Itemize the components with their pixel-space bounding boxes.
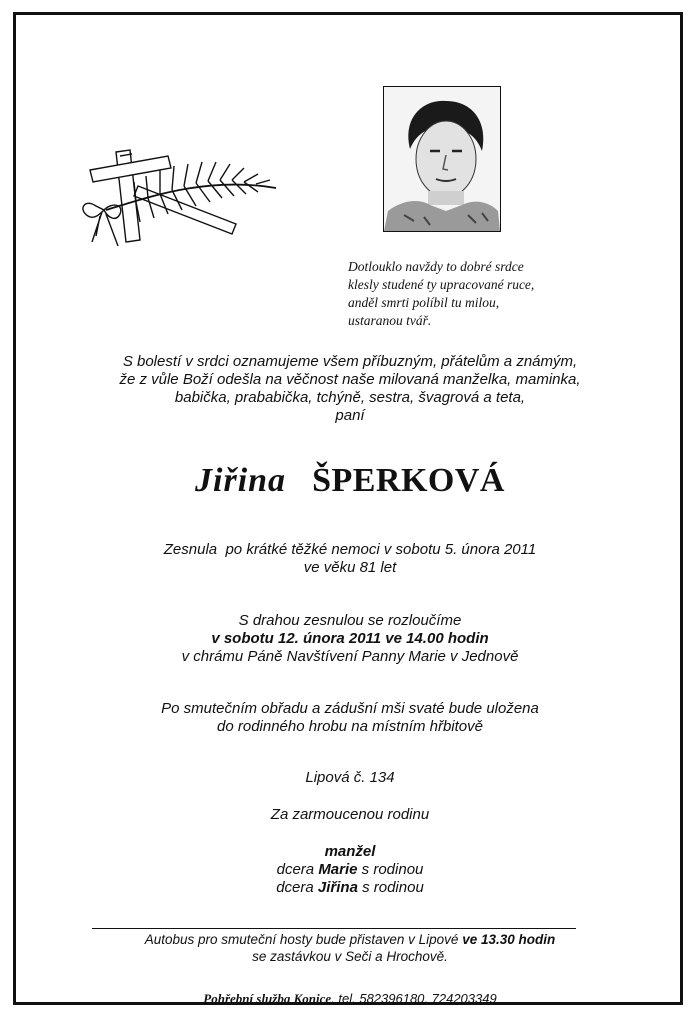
death-line: Zesnula po krátké těžké nemoci v sobotu 5. února 2011	[163, 541, 537, 558]
daughter-suffix: s rodinou	[357, 879, 424, 896]
portrait-photo	[383, 86, 501, 232]
family-list	[0, 843, 700, 897]
bus-info	[0, 931, 700, 965]
divider	[92, 928, 576, 929]
daughter-name: Marie	[318, 861, 358, 878]
intro-line: S bolestí v srdci oznamujeme všem příbuzným, přátelům a známým,	[122, 353, 578, 370]
family-heading: Za zarmoucenou rodinu	[270, 806, 430, 823]
burial-info	[0, 700, 700, 736]
daughter-prefix: dcera	[276, 861, 319, 878]
poem-line: ustaranou tvář.	[348, 313, 432, 328]
age-line: ve věku 81 let	[303, 559, 397, 576]
bus-line	[0, 931, 700, 948]
bus-text: Autobus pro smuteční hosty bude přistaven v Lipové	[144, 932, 463, 947]
deceased-name	[0, 462, 700, 500]
spouse: manžel	[324, 843, 376, 860]
poem	[348, 258, 534, 330]
farewell-info	[0, 612, 700, 666]
cross-palm-icon	[76, 146, 284, 258]
daughter-prefix: dcera	[276, 879, 318, 896]
farewell-date: v sobotu 12. února 2011 ve 14.00 hodin	[211, 630, 489, 647]
bus-stops: se zastávkou v Seči a Hrochově.	[252, 949, 448, 964]
intro-line: paní	[335, 407, 365, 424]
last-name: ŠPERKOVÁ	[312, 462, 505, 499]
service-name: Pohřební služba Konice	[203, 991, 332, 1006]
intro-line: babička, prababička, tchýně, sestra, švagrová a teta,	[174, 389, 526, 406]
address: Lipová č. 134	[305, 769, 395, 786]
daughter-name: Jiřina	[317, 879, 358, 896]
portrait-image	[384, 87, 500, 231]
burial-line: do rodinného hrobu na místním hřbitově	[217, 718, 483, 735]
first-name: Jiřina	[195, 462, 287, 499]
death-info	[0, 541, 700, 577]
daughter-1	[0, 861, 700, 879]
service-phones: , tel. 582396180, 724203349	[331, 991, 497, 1006]
poem-line: Dotlouklo navždy to dobré srdce	[348, 259, 524, 274]
farewell-place: v chrámu Páně Navštívení Panny Marie v Jednově	[181, 648, 519, 665]
bus-time: ve 13.30 hodin	[462, 932, 556, 947]
poem-line: klesly studené ty upracované ruce,	[348, 277, 535, 292]
burial-line: Po smutečním obřadu a zádušní mši svaté bude uložena	[161, 700, 539, 717]
announcement-intro	[0, 353, 700, 425]
daughter-suffix: s rodinou	[357, 861, 424, 878]
funeral-service-footer	[0, 991, 700, 1007]
poem-line: anděl smrti políbil tu milou,	[348, 295, 500, 310]
intro-line: že z vůle Boží odešla na věčnost naše milovaná manželka, maminka,	[119, 371, 581, 388]
farewell-line: S drahou zesnulou se rozloučíme	[238, 612, 462, 629]
daughter-2	[0, 879, 700, 897]
